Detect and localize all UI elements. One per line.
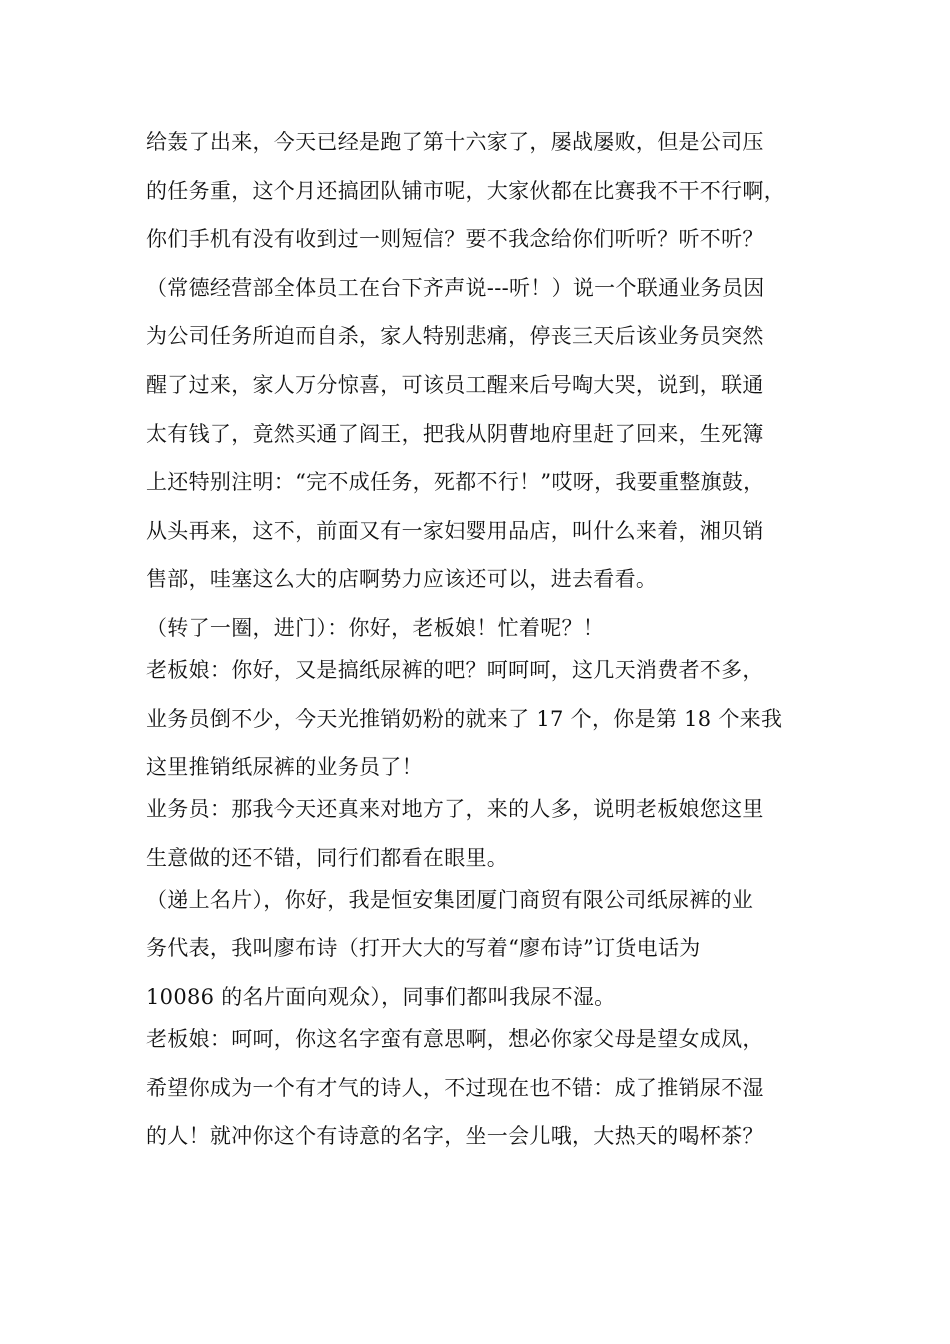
- text-line: 上还特别注明：“完不成任务，死都不行！”哎呀，我要重整旗鼓，: [146, 470, 765, 495]
- text-line: （转了一圈，进门）：你好，老板娘！忙着呢？！: [146, 615, 605, 640]
- text-line: 的人！就冲你这个有诗意的名字，坐一会儿哦，大热天的喝杯茶？: [146, 1124, 764, 1149]
- text-line: 10086 的名片面向观众），同事们都叫我尿不湿。: [146, 984, 616, 1009]
- text-line: （常德经营部全体员工在台下齐声说---听！）说一个联通业务员因: [146, 275, 765, 300]
- text-line: 生意做的还不错，同行们都看在眼里。: [146, 845, 509, 870]
- text-line: 醒了过来，家人万分惊喜，可该员工醒来后号啕大哭，说到，联通: [146, 372, 764, 397]
- text-line: 你们手机有没有收到过一则短信？要不我念给你们听听？听不听？: [146, 227, 764, 252]
- text-line: 给轰了出来，今天已经是跑了第十六家了，屡战屡败，但是公司压: [146, 130, 764, 154]
- text-line: 为公司任务所迫而自杀，家人特别悲痛，停丧三天后该业务员突然: [146, 324, 764, 349]
- text-line: 务代表，我叫廖布诗（打开大大的写着“廖布诗”订货电话为: [146, 936, 701, 961]
- text-line: 售部，哇塞这么大的店啊势力应该还可以，进去看看。: [146, 567, 658, 592]
- text-line: 的任务重，这个月还搞团队铺市呢，大家伙都在比赛我不干不行啊，: [146, 178, 785, 203]
- text-line: （递上名片），你好，我是恒安集团厦门商贸有限公司纸尿裤的业: [146, 887, 754, 912]
- text-line: 老板娘：呵呵，你这名字蛮有意思啊，想必你家父母是望女成凤，: [146, 1026, 764, 1051]
- text-line: 希望你成为一个有才气的诗人，不过现在也不错：成了推销尿不湿: [146, 1075, 764, 1100]
- text-line: 太有钱了，竟然买通了阎王，把我从阴曹地府里赶了回来，生死簿: [146, 421, 764, 446]
- text-line: 老板娘：你好，又是搞纸尿裤的吧？呵呵呵，这几天消费者不多，: [146, 657, 764, 682]
- text-line: 业务员倒不少，今天光推销奶粉的就来了 17 个，你是第 18 个来我: [146, 706, 783, 731]
- document-body: [146, 124, 826, 1167]
- text-line: 从头再来，这不，前面又有一家妇婴用品店，叫什么来着，湘贝销: [146, 518, 764, 543]
- text-line: 这里推销纸尿裤的业务员了！: [146, 755, 423, 780]
- text-line: 业务员：那我今天还真来对地方了，来的人多，说明老板娘您这里: [146, 797, 764, 822]
